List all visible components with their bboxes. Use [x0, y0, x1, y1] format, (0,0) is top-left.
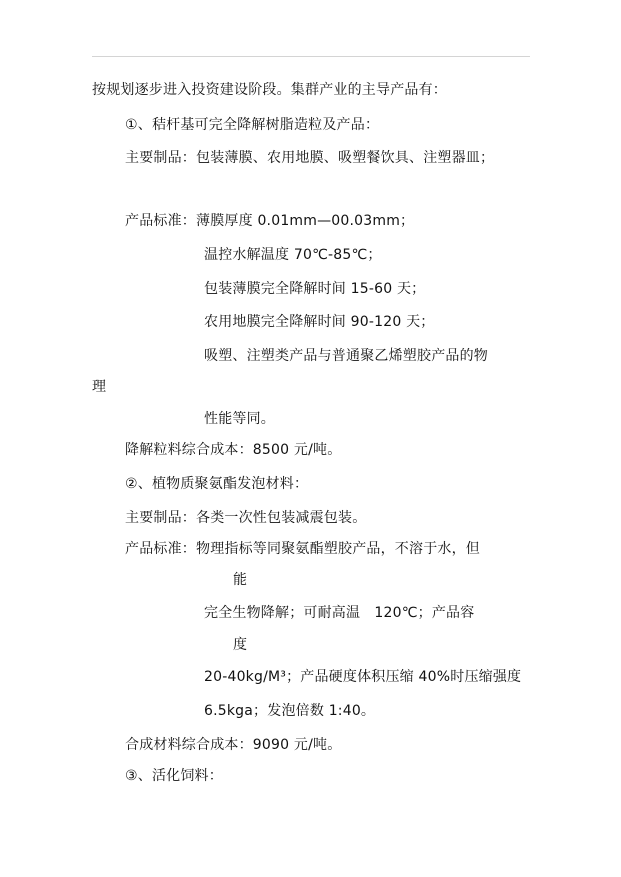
product-2-standard-biodegradable: 完全生物降解；可耐高温 120℃；产品容	[204, 605, 475, 621]
product-2-main-products: 主要制品：各类一次性包装减震包装。	[125, 510, 367, 526]
product-2-standard-wrap-2: 度	[233, 637, 248, 653]
product-1-standard-mulch-degrade-time: 农用地膜完全降解时间 90-120 天；	[204, 314, 435, 330]
product-1-standard-hydrolysis-temp: 温控水解温度 70℃-85℃；	[204, 247, 382, 263]
product-1-main-products: 主要制品：包装薄膜、农用地膜、吸塑餐饮具、注塑器皿；	[125, 150, 495, 166]
product-2-standard-foaming-ratio: 6.5kga；发泡倍数 1:40。	[204, 703, 376, 719]
product-1-standard-properties-equal: 性能等同。	[204, 411, 275, 427]
product-2-cost: 合成材料综合成本：9090 元/吨。	[125, 737, 342, 753]
product-1-heading: ①、秸杆基可完全降解树脂造粒及产品：	[125, 117, 380, 133]
product-2-standard-physical-index: 产品标准：物理指标等同聚氨酯塑胶产品，不溶于水，但	[125, 541, 480, 557]
intro-line: 按规划逐步进入投资建设阶段。集群产业的主导产品有：	[92, 82, 447, 98]
product-1-standard-packaging-degrade-time: 包装薄膜完全降解时间 15-60 天；	[204, 281, 426, 297]
product-1-standard-wrap: 理	[92, 379, 107, 395]
product-3-heading: ③、活化饲料：	[125, 768, 223, 784]
product-2-heading: ②、植物质聚氨酯发泡材料：	[125, 476, 309, 492]
header-rule	[92, 56, 530, 57]
product-1-standard-film-thickness: 产品标准：薄膜厚度 0.01mm—00.03mm；	[125, 213, 415, 229]
product-2-standard-density-hardness: 20-40kg/M³；产品硬度体积压缩 40%时压缩强度	[204, 669, 522, 685]
product-1-standard-physical-properties: 吸塑、注塑类产品与普通聚乙烯塑胶产品的物	[204, 348, 488, 364]
product-2-standard-wrap-1: 能	[233, 572, 248, 588]
product-1-cost: 降解粒料综合成本：8500 元/吨。	[125, 442, 342, 458]
